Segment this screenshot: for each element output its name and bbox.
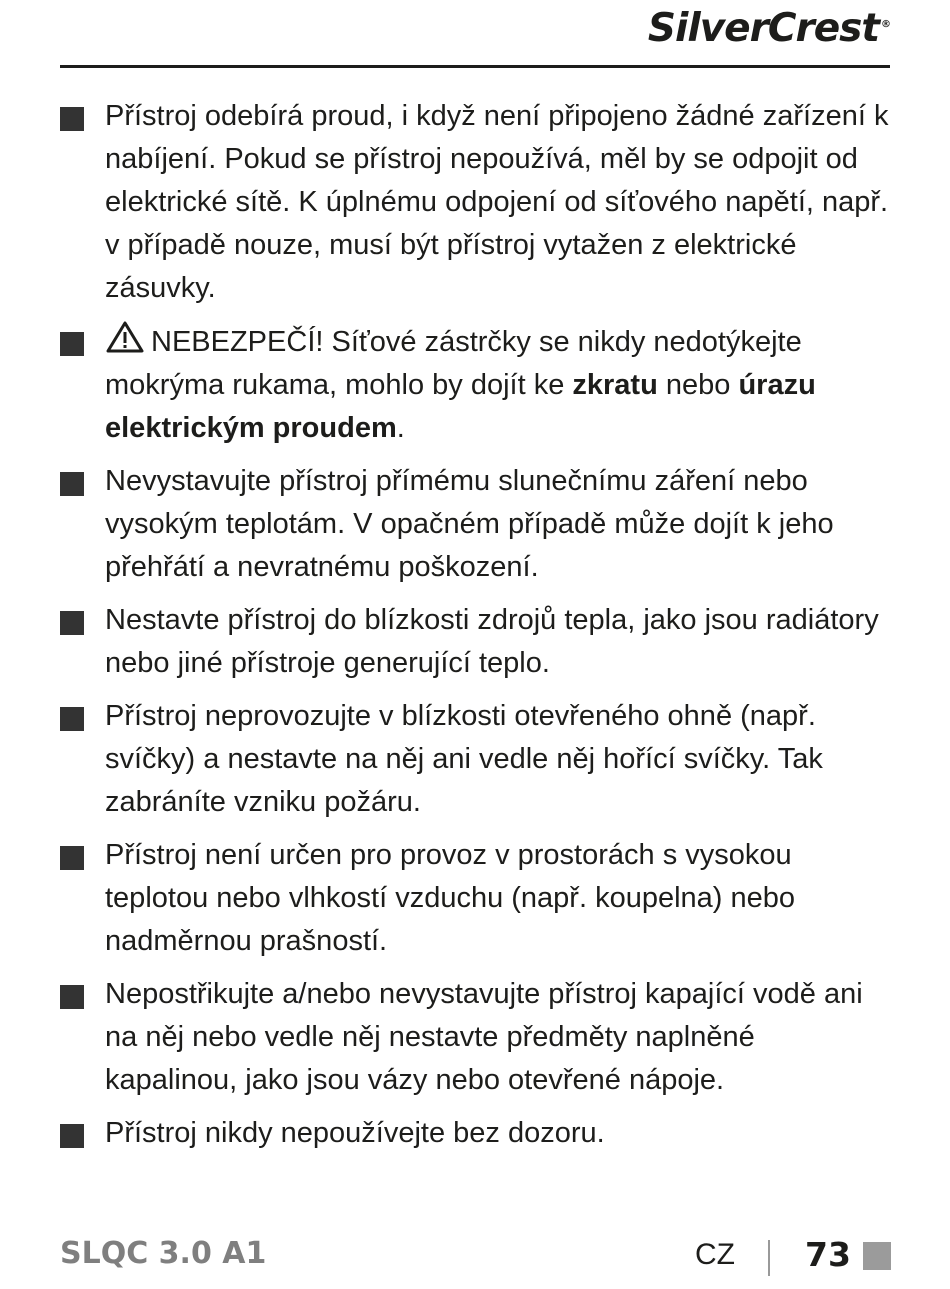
square-bullet-icon	[60, 985, 84, 1009]
list-item	[60, 1112, 895, 1155]
square-bullet-icon	[60, 1124, 84, 1148]
brand-logo	[648, 6, 890, 51]
list-item	[60, 695, 895, 824]
square-bullet-icon	[60, 707, 84, 731]
warning-text-mid: nebo	[657, 369, 739, 401]
square-bullet-icon	[60, 846, 84, 870]
warning-triangle-icon	[105, 320, 145, 354]
bold-short-circuit: zkratu	[572, 369, 658, 401]
list-item	[60, 834, 895, 963]
square-bullet-icon	[60, 107, 84, 131]
square-bullet-icon	[60, 332, 84, 356]
footer-separator	[768, 1240, 770, 1276]
list-item-warning	[60, 320, 895, 450]
safety-instructions-list	[60, 95, 895, 1165]
item-text: Nepostřikujte a/nebo nevystavujte přístroj kapající vodě ani na něj nebo vedle něj nestavte předměty naplněné kapalinou, jako jsou vázy nebo otevřené nápoje.	[105, 978, 863, 1096]
item-text: Nevystavujte přístroj přímému slunečnímu záření nebo vysokým teplotám. V opačném případě může dojít k jeho přehřátí a nevratnému poškození.	[105, 465, 834, 583]
page-number: 73	[805, 1235, 851, 1274]
footer-model: SLQC 3.0 A1	[60, 1236, 267, 1271]
square-bullet-icon	[60, 611, 84, 635]
footer-language: CZ	[695, 1238, 735, 1271]
warning-text-end: .	[396, 412, 405, 444]
registered-mark: ®	[881, 19, 890, 30]
bold-electric-shock: úrazu elektrickým proudem	[105, 369, 816, 444]
item-text: Přístroj odebírá proud, i když není připojeno žádné zařízení k nabíjení. Pokud se přístroj nepoužívá, měl by se odpojit od elektrické sítě. K úplnému odpojení od síťového napětí, např. v případě nouze, musí být přístroj vytažen z elektrické zásuvky.	[105, 100, 889, 304]
list-item	[60, 460, 895, 589]
warning-text: NEBEZPEČÍ! Síťové zástrčky se nikdy nedotýkejte mokrýma rukama, mohlo by dojít ke	[105, 326, 802, 401]
item-text: Nestavte přístroj do blízkosti zdrojů tepla, jako jsou radiátory nebo jiné přístroje generující teplo.	[105, 604, 879, 679]
list-item	[60, 973, 895, 1102]
item-text: Přístroj neprovozujte v blízkosti otevřeného ohně (např. svíčky) a nestavte na něj ani vedle něj hořící svíčky. Tak zabráníte vzniku požáru.	[105, 700, 823, 818]
brand-name: SilverCrest	[647, 6, 879, 51]
list-item	[60, 95, 895, 310]
item-text: Přístroj není určen pro provoz v prostorách s vysokou teplotou nebo vlhkostí vzduchu (např. koupelna) nebo nadměrnou prašností.	[105, 839, 796, 957]
page-marker-square-icon	[863, 1242, 891, 1270]
item-text: Přístroj nikdy nepoužívejte bez dozoru.	[105, 1117, 605, 1149]
header-divider	[60, 65, 890, 68]
square-bullet-icon	[60, 472, 84, 496]
list-item	[60, 599, 895, 685]
